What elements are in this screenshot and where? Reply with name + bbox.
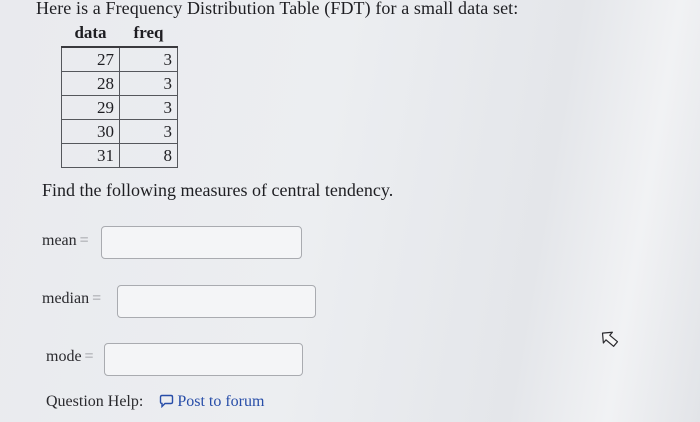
freq-cell: 8 xyxy=(120,144,178,168)
mouse-pointer-icon xyxy=(598,329,620,356)
mean-label xyxy=(42,232,89,250)
table-row xyxy=(62,144,178,168)
question-instruction: Find the following measures of central tendency. xyxy=(42,180,394,200)
median-equals-sign: = xyxy=(92,290,102,307)
median-label xyxy=(42,290,101,308)
data-cell: 28 xyxy=(62,72,120,96)
question-intro: Here is a Frequency Distribution Table (FDT) for a small data set: xyxy=(36,0,519,18)
frequency-distribution-table xyxy=(61,19,178,168)
post-to-forum-link[interactable] xyxy=(159,393,264,410)
mean-input[interactable] xyxy=(101,226,302,259)
mode-input[interactable] xyxy=(104,343,303,376)
mode-label-text: mode xyxy=(46,348,82,365)
data-cell: 30 xyxy=(62,120,120,144)
median-input[interactable] xyxy=(117,285,316,318)
table-row xyxy=(62,120,178,144)
freq-cell: 3 xyxy=(120,96,178,120)
table-row xyxy=(62,96,178,120)
freq-cell: 3 xyxy=(120,120,178,144)
table-row xyxy=(62,72,178,96)
data-cell: 29 xyxy=(62,96,120,120)
column-header-freq: freq xyxy=(120,19,178,47)
mode-label xyxy=(46,348,94,366)
mean-equals-sign: = xyxy=(79,232,89,249)
question-help-label: Question Help: xyxy=(46,393,144,410)
speech-bubble-icon xyxy=(159,394,174,408)
data-cell: 31 xyxy=(62,144,120,168)
mode-equals-sign: = xyxy=(84,348,94,365)
data-cell: 27 xyxy=(62,47,120,72)
table-header-row xyxy=(62,19,178,47)
freq-cell: 3 xyxy=(120,72,178,96)
median-label-text: median xyxy=(42,290,90,307)
mean-label-text: mean xyxy=(42,232,77,249)
freq-cell: 3 xyxy=(120,47,178,72)
question-help xyxy=(46,393,264,411)
post-to-forum-label: Post to forum xyxy=(177,393,265,410)
column-header-data: data xyxy=(62,19,120,47)
table-row xyxy=(62,47,178,72)
